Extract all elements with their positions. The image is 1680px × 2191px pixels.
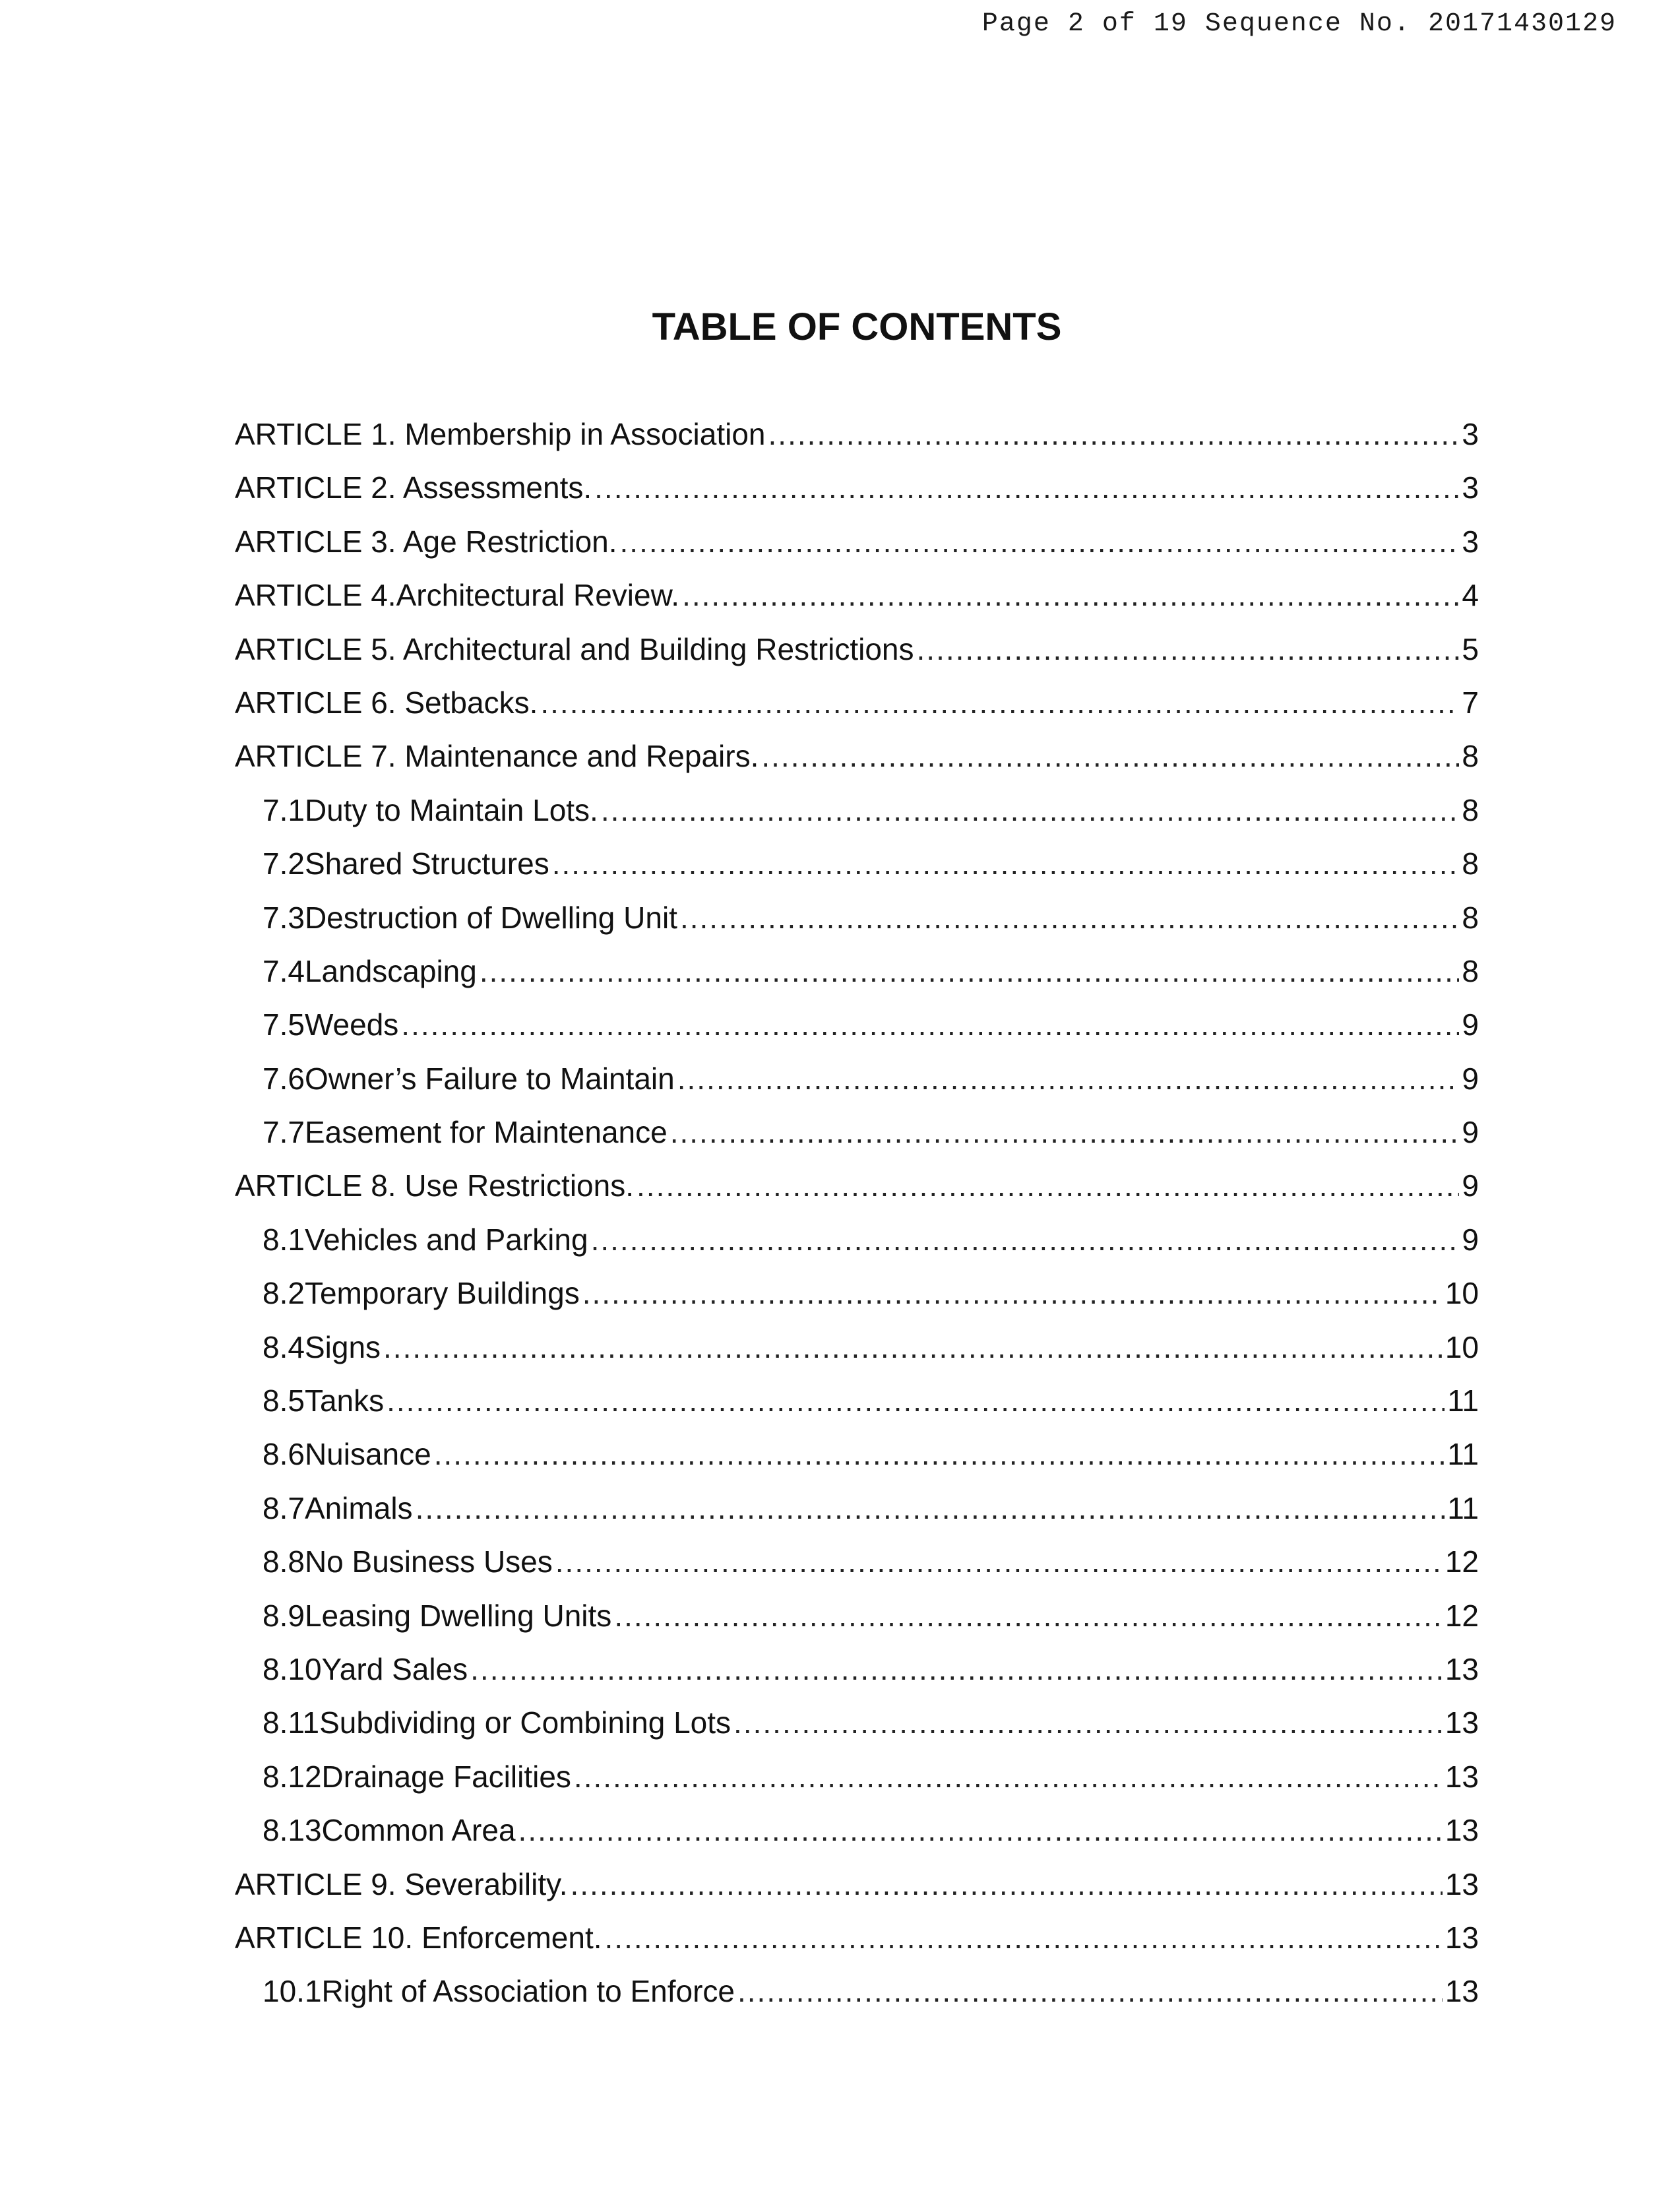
toc-entry-label: ARTICLE 3. Age Restriction. xyxy=(235,524,617,559)
toc-entry-label: Subdividing or Combining Lots xyxy=(319,1705,731,1740)
dot-leader xyxy=(416,1482,1445,1535)
toc-entry-number: 7.3 xyxy=(263,900,305,935)
dot-leader xyxy=(552,837,1460,891)
dot-leader xyxy=(574,1750,1443,1804)
toc-entry-page: 5 xyxy=(1462,631,1479,666)
dot-leader xyxy=(733,1696,1443,1750)
toc-entry-label: Temporary Buildings xyxy=(304,1276,580,1311)
toc-entry-number: 8.8 xyxy=(263,1544,305,1579)
toc-entry-page: 10 xyxy=(1445,1329,1479,1364)
toc-entry-page: 12 xyxy=(1445,1544,1479,1579)
toc-entry-label: Drainage Facilities xyxy=(321,1759,571,1794)
toc-entry-section-7-3 xyxy=(235,891,1479,945)
toc-entry-section-8-10 xyxy=(235,1643,1479,1696)
toc-entry-label: Weeds xyxy=(304,1007,399,1042)
toc-entry-number: 7.4 xyxy=(263,953,305,988)
dot-leader xyxy=(737,1965,1443,2018)
dot-leader xyxy=(670,1106,1460,1159)
dot-leader xyxy=(571,1858,1443,1911)
toc-entry-section-7-1 xyxy=(235,784,1479,837)
toc-entry-section-8-6 xyxy=(235,1428,1479,1481)
toc-entry-page: 8 xyxy=(1462,846,1479,881)
toc-entry-page: 13 xyxy=(1445,1974,1479,2009)
dot-leader xyxy=(383,1321,1443,1374)
toc-entry-article-4 xyxy=(235,569,1479,622)
toc-entry-page: 11 xyxy=(1447,1490,1479,1525)
toc-entry-label: ARTICLE 2. Assessments. xyxy=(235,470,592,505)
toc-entry-article-5 xyxy=(235,623,1479,676)
toc-entry-number: 7.7 xyxy=(263,1115,305,1150)
dot-leader xyxy=(401,998,1459,1052)
toc-entry-page: 11 xyxy=(1447,1383,1479,1418)
toc-entry-label: Animals xyxy=(304,1490,413,1525)
dot-leader xyxy=(601,784,1460,837)
toc-entry-page: 10 xyxy=(1445,1276,1479,1311)
dot-leader xyxy=(682,569,1459,622)
toc-entry-section-8-7 xyxy=(235,1482,1479,1535)
dot-leader xyxy=(761,730,1459,783)
dot-leader xyxy=(594,461,1459,515)
toc-entry-label: Common Area xyxy=(321,1813,516,1848)
toc-entry-number: 8.4 xyxy=(263,1329,305,1364)
toc-entry-page: 9 xyxy=(1462,1168,1479,1203)
toc-entry-number: 10.1 xyxy=(263,1974,322,2009)
toc-entry-page: 8 xyxy=(1462,739,1479,774)
toc-entry-number: 7.2 xyxy=(263,846,305,881)
toc-entry-article-1 xyxy=(235,408,1479,461)
toc-entry-page: 8 xyxy=(1462,953,1479,988)
toc-entry-label: Tanks xyxy=(304,1383,385,1418)
toc-entry-section-10-1 xyxy=(235,1965,1479,2018)
toc-entry-number: 8.1 xyxy=(263,1222,305,1257)
toc-entry-number: 7.5 xyxy=(263,1007,305,1042)
toc-entry-article-9 xyxy=(235,1858,1479,1911)
toc-entry-label: ARTICLE 8. Use Restrictions. xyxy=(235,1168,635,1203)
dot-leader xyxy=(387,1374,1445,1428)
toc-entry-section-8-5 xyxy=(235,1374,1479,1428)
dot-leader xyxy=(637,1159,1459,1213)
toc-entry-label: ARTICLE 7. Maintenance and Repairs. xyxy=(235,739,759,774)
toc-entry-page: 13 xyxy=(1445,1813,1479,1848)
toc-entry-page: 7 xyxy=(1462,685,1479,720)
toc-entry-number: 8.2 xyxy=(263,1276,305,1311)
toc-entry-section-7-5 xyxy=(235,998,1479,1052)
toc-entry-label: Nuisance xyxy=(304,1437,431,1472)
toc-entry-article-3 xyxy=(235,515,1479,569)
toc-entry-page: 13 xyxy=(1445,1920,1479,1955)
toc-entry-page: 12 xyxy=(1445,1598,1479,1633)
toc-entry-article-2 xyxy=(235,461,1479,515)
dot-leader xyxy=(555,1535,1443,1589)
toc-entry-number: 7.6 xyxy=(263,1061,305,1096)
toc-entry-label: Signs xyxy=(304,1329,381,1364)
dot-leader xyxy=(480,945,1460,998)
toc-entry-label: ARTICLE 6. Setbacks. xyxy=(235,685,538,720)
toc-entry-label: ARTICLE 9. Severability. xyxy=(235,1866,568,1901)
toc-entry-article-7 xyxy=(235,730,1479,783)
toc-entry-article-6 xyxy=(235,676,1479,730)
page-sequence-header: Page 2 of 19 Sequence No. 20171430129 xyxy=(981,9,1617,39)
toc-entry-article-10 xyxy=(235,1911,1479,1965)
toc-entry-number: 8.5 xyxy=(263,1383,305,1418)
toc-entry-section-7-4 xyxy=(235,945,1479,998)
toc-entry-number: 8.7 xyxy=(263,1490,305,1525)
toc-entry-page: 13 xyxy=(1445,1866,1479,1901)
toc-entry-section-7-7 xyxy=(235,1106,1479,1159)
toc-entry-page: 3 xyxy=(1462,524,1479,559)
toc-entry-label: No Business Uses xyxy=(304,1544,553,1579)
toc-entry-section-8-12 xyxy=(235,1750,1479,1804)
toc-entry-label: Duty to Maintain Lots. xyxy=(304,792,598,827)
toc-entry-label: Destruction of Dwelling Unit xyxy=(304,900,677,935)
toc-entry-article-8 xyxy=(235,1159,1479,1213)
toc-entry-section-8-8 xyxy=(235,1535,1479,1589)
toc-entry-label: Yard Sales xyxy=(321,1651,468,1686)
toc-entry-number: 7.1 xyxy=(263,792,305,827)
toc-entry-section-7-6 xyxy=(235,1052,1479,1106)
toc-entry-page: 13 xyxy=(1445,1651,1479,1686)
toc-entry-page: 13 xyxy=(1445,1705,1479,1740)
dot-leader xyxy=(582,1267,1443,1320)
toc-entry-page: 8 xyxy=(1462,900,1479,935)
toc-entry-section-8-11 xyxy=(235,1696,1479,1750)
toc-entry-label: Leasing Dwelling Units xyxy=(304,1598,612,1633)
toc-entry-page: 4 xyxy=(1462,578,1479,613)
toc-entry-label: Right of Association to Enforce xyxy=(321,1974,735,2009)
dot-leader xyxy=(768,408,1460,461)
dot-leader xyxy=(591,1213,1460,1267)
toc-entry-number: 8.13 xyxy=(263,1813,322,1848)
toc-entry-page: 9 xyxy=(1462,1061,1479,1096)
toc-entry-number: 8.11 xyxy=(263,1705,320,1740)
toc-entry-label: ARTICLE 5. Architectural and Building Restrictions xyxy=(235,631,914,666)
dot-leader xyxy=(540,676,1459,730)
toc-entry-number: 8.10 xyxy=(263,1651,322,1686)
dot-leader xyxy=(680,891,1459,945)
toc-entry-page: 9 xyxy=(1462,1222,1479,1257)
toc-entry-label: Owner’s Failure to Maintain xyxy=(304,1061,675,1096)
dot-leader xyxy=(620,515,1460,569)
toc-entry-label: ARTICLE 10. Enforcement. xyxy=(235,1920,602,1955)
toc-entry-section-8-4 xyxy=(235,1321,1479,1374)
toc-entry-number: 8.12 xyxy=(263,1759,322,1794)
table-of-contents xyxy=(235,408,1479,2019)
toc-entry-page: 8 xyxy=(1462,792,1479,827)
toc-entry-page: 11 xyxy=(1447,1437,1479,1472)
toc-entry-label: Shared Structures xyxy=(304,846,549,881)
toc-entry-number: 8.9 xyxy=(263,1598,305,1633)
toc-entry-label: ARTICLE 1. Membership in Association xyxy=(235,417,766,451)
toc-entry-label: Vehicles and Parking xyxy=(304,1222,588,1257)
toc-entry-page: 3 xyxy=(1462,470,1479,505)
dot-leader xyxy=(434,1428,1445,1481)
dot-leader xyxy=(470,1643,1443,1696)
toc-entry-section-8-1 xyxy=(235,1213,1479,1267)
toc-entry-number: 8.6 xyxy=(263,1437,305,1472)
dot-leader xyxy=(917,623,1460,676)
toc-entry-section-8-13 xyxy=(235,1804,1479,1857)
toc-entry-section-8-9 xyxy=(235,1589,1479,1643)
toc-entry-label: Easement for Maintenance xyxy=(304,1115,668,1150)
toc-entry-section-7-2 xyxy=(235,837,1479,891)
dot-leader xyxy=(605,1911,1443,1965)
toc-entry-section-8-2 xyxy=(235,1267,1479,1320)
dot-leader xyxy=(518,1804,1443,1857)
toc-entry-page: 9 xyxy=(1462,1115,1479,1150)
dot-leader xyxy=(677,1052,1460,1106)
toc-entry-page: 13 xyxy=(1445,1759,1479,1794)
toc-entry-label: Landscaping xyxy=(304,953,477,988)
toc-entry-page: 9 xyxy=(1462,1007,1479,1042)
toc-entry-page: 3 xyxy=(1462,417,1479,451)
toc-title: TABLE OF CONTENTS xyxy=(652,305,1062,348)
toc-entry-label: ARTICLE 4.Architectural Review. xyxy=(235,578,680,613)
dot-leader xyxy=(614,1589,1443,1643)
